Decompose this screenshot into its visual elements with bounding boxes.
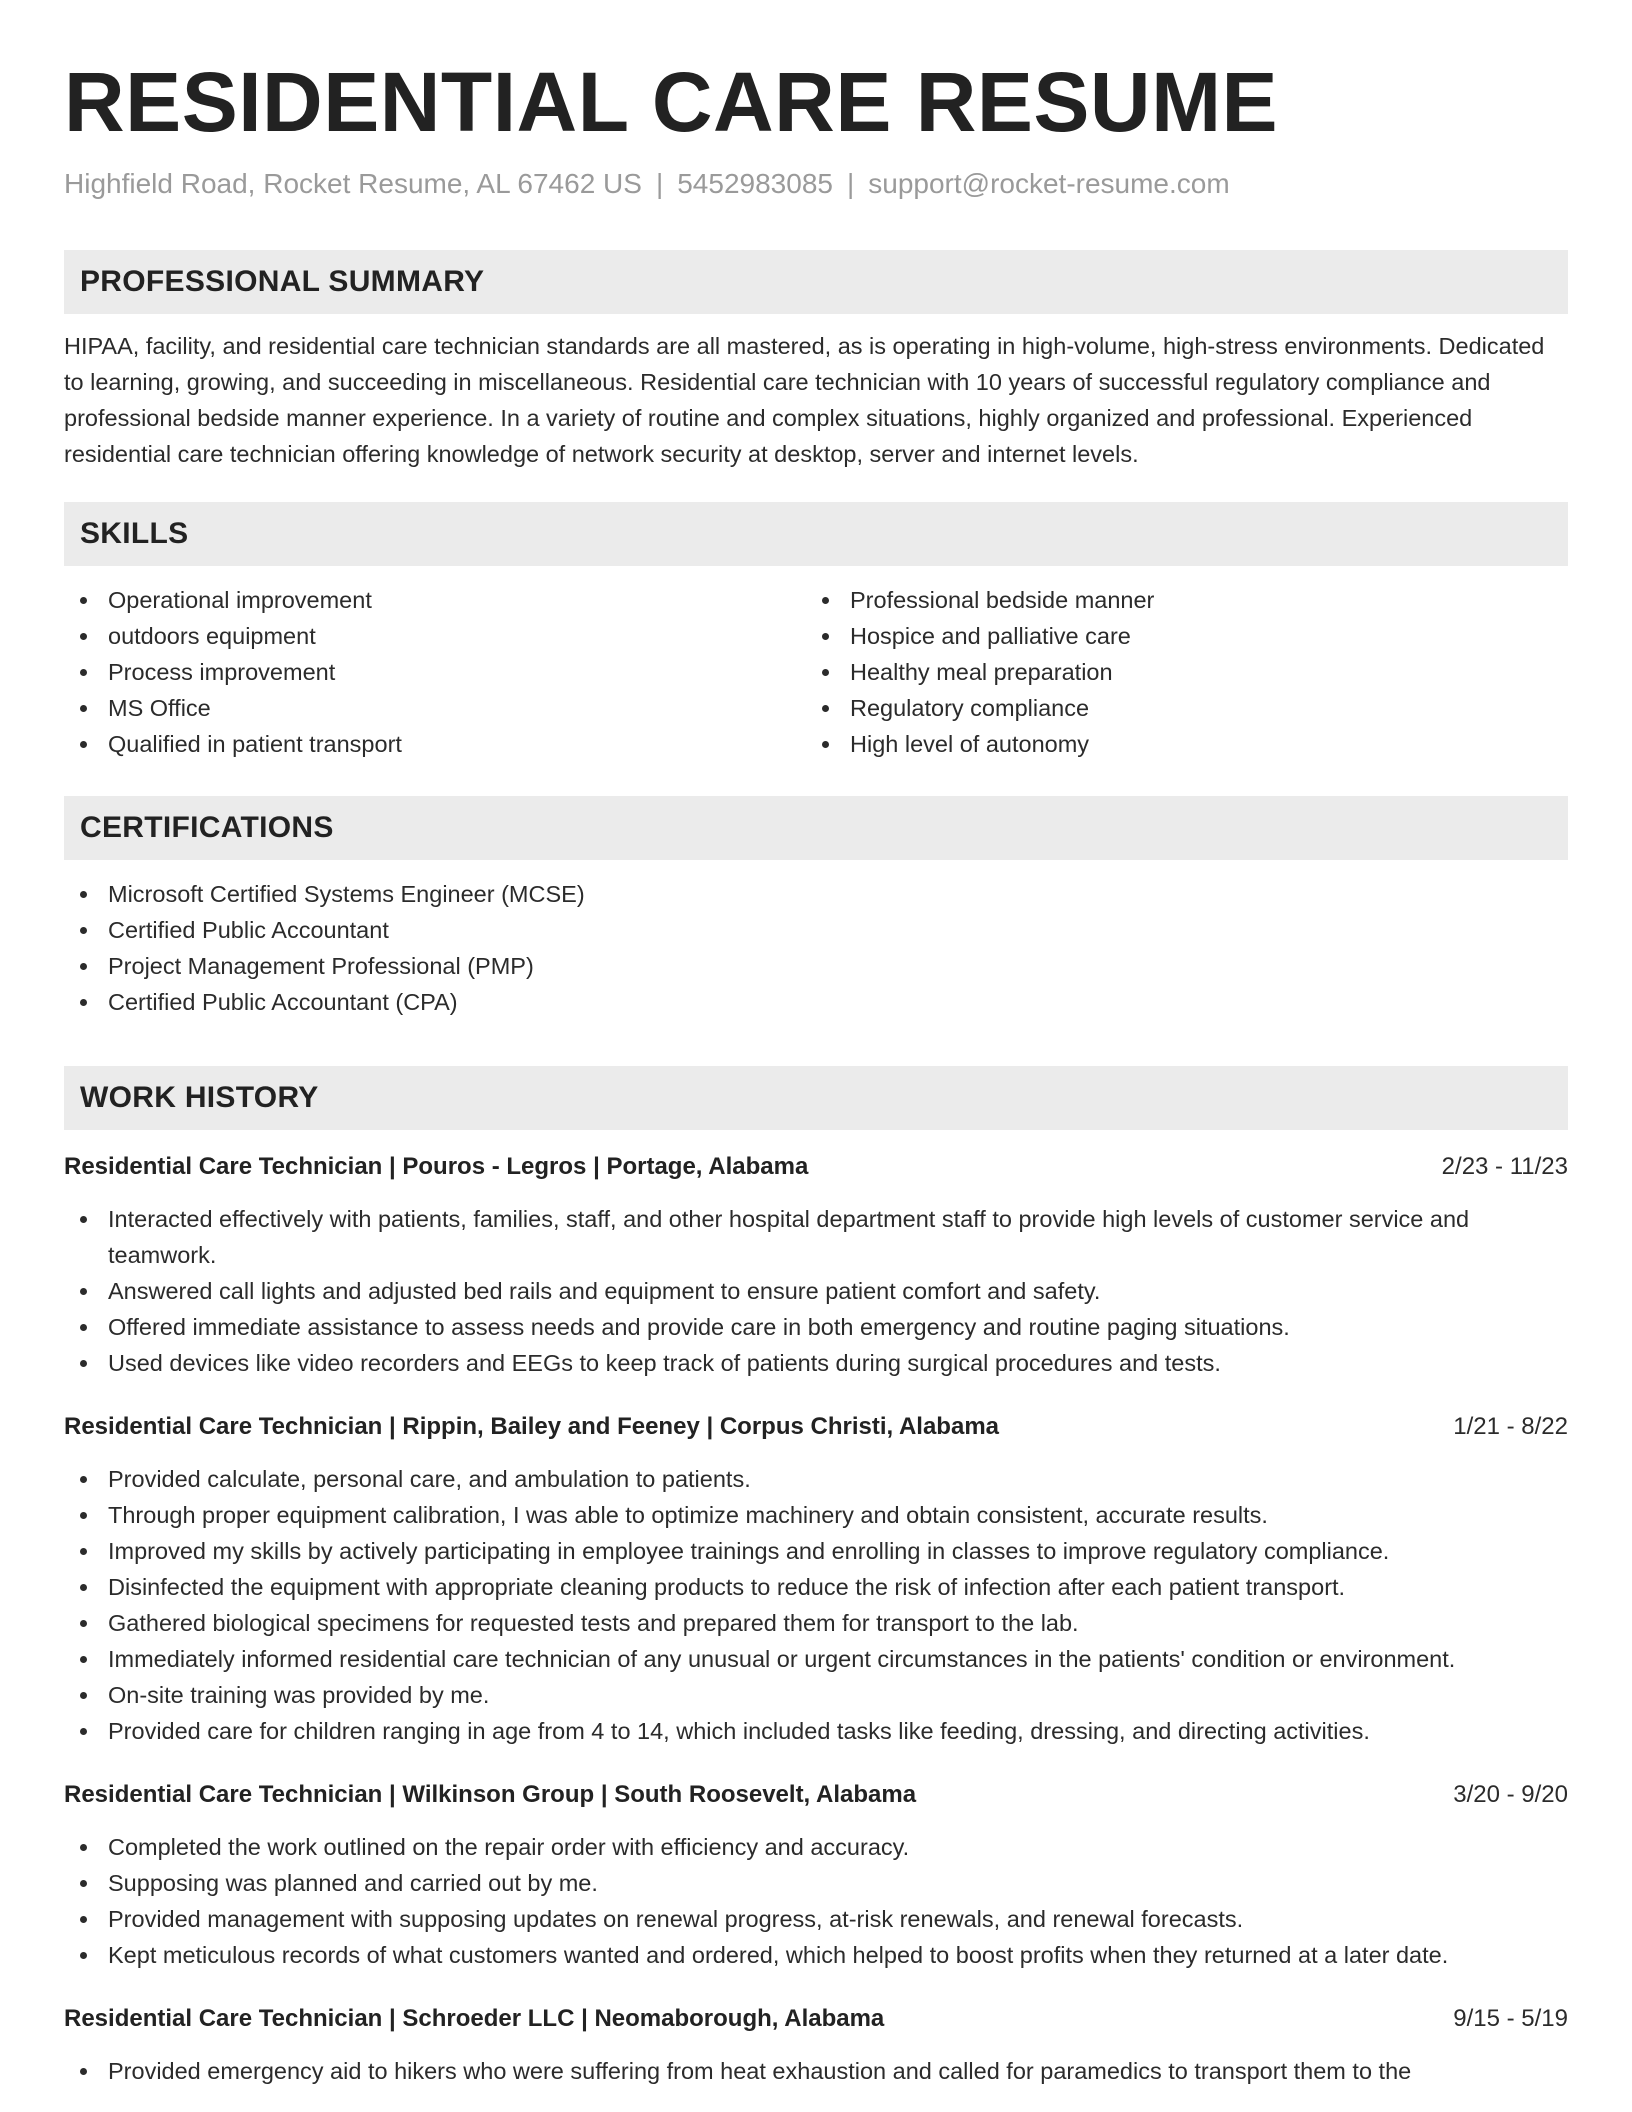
job-bullet: Offered immediate assistance to assess needs and provide care in both emergency and routine paging situations. — [64, 1309, 1568, 1345]
skill-item: Process improvement — [64, 654, 806, 690]
job-bullet: Disinfected the equipment with appropriate cleaning products to reduce the risk of infection after each patient transport. — [64, 1569, 1568, 1605]
job-entry — [64, 1777, 1568, 1973]
contact-phone: 5452983085 — [677, 168, 833, 199]
certifications-list — [64, 876, 1568, 1020]
skill-item: Qualified in patient transport — [64, 726, 806, 762]
resume-title: RESIDENTIAL CARE RESUME — [64, 55, 1279, 149]
skills-right-list — [806, 582, 1548, 762]
job-bullets — [64, 2053, 1568, 2089]
section-header-certifications: CERTIFICATIONS — [64, 796, 1568, 860]
job-bullet: Used devices like video recorders and EEGs to keep track of patients during surgical procedures and tests. — [64, 1345, 1568, 1381]
job-dates: 1/21 - 8/22 — [1453, 1413, 1568, 1440]
skills-columns — [64, 582, 1568, 762]
section-header-skills: SKILLS — [64, 502, 1568, 566]
job-header — [64, 2001, 1568, 2037]
job-title-line: Residential Care Technician | Schroeder LLC | Neomaborough, Alabama — [64, 2005, 885, 2032]
skill-item: Hospice and palliative care — [806, 618, 1548, 654]
job-dates: 2/23 - 11/23 — [1441, 1153, 1568, 1180]
job-dates: 9/15 - 5/19 — [1453, 2005, 1568, 2032]
contact-line — [64, 164, 1568, 204]
contact-separator: | — [846, 168, 855, 199]
skills-left-list — [64, 582, 806, 762]
certification-item: Microsoft Certified Systems Engineer (MCSE) — [64, 876, 1568, 912]
job-bullet: Provided emergency aid to hikers who were suffering from heat exhaustion and called for paramedics to transport them to the — [64, 2053, 1568, 2089]
job-bullet: Provided management with supposing updates on renewal progress, at-risk renewals, and renewal forecasts. — [64, 1901, 1568, 1937]
job-header — [64, 1149, 1568, 1185]
job-bullet: Through proper equipment calibration, I was able to optimize machinery and obtain consistent, accurate results. — [64, 1497, 1568, 1533]
job-bullet: On-site training was provided by me. — [64, 1677, 1568, 1713]
certification-item: Certified Public Accountant — [64, 912, 1568, 948]
job-bullet: Immediately informed residential care technician of any unusual or urgent circumstances in the patients' condition or environment. — [64, 1641, 1568, 1677]
section-header-work-history: WORK HISTORY — [64, 1066, 1568, 1130]
job-dates: 3/20 - 9/20 — [1453, 1781, 1568, 1808]
skill-item: Regulatory compliance — [806, 690, 1548, 726]
skill-item: High level of autonomy — [806, 726, 1548, 762]
summary-text: HIPAA, facility, and residential care technician standards are all mastered, as is operating in high-volume, high-stress environments. Dedicated to learning, growing, and succeeding in miscellaneous. Residential care technician with 10 years of successful regulatory compliance and professional bedside manner experience. In a variety of routine and complex situations, highly organized and professional. Experienced residential care technician offering knowledge of network security at desktop, server and internet levels. — [64, 333, 1545, 467]
job-bullet: Interacted effectively with patients, families, staff, and other hospital department staff to provide high levels of customer service and teamwork. — [64, 1201, 1568, 1273]
skill-item: outdoors equipment — [64, 618, 806, 654]
job-bullet: Improved my skills by actively participating in employee trainings and enrolling in classes to improve regulatory compliance. — [64, 1533, 1568, 1569]
job-entry — [64, 1409, 1568, 1749]
job-title-line: Residential Care Technician | Wilkinson Group | South Roosevelt, Alabama — [64, 1781, 917, 1808]
job-bullets — [64, 1829, 1568, 1973]
job-bullet: Completed the work outlined on the repair order with efficiency and accuracy. — [64, 1829, 1568, 1865]
skill-item: Professional bedside manner — [806, 582, 1548, 618]
job-title-line: Residential Care Technician | Pouros - Legros | Portage, Alabama — [64, 1153, 809, 1180]
job-title-line: Residential Care Technician | Rippin, Bailey and Feeney | Corpus Christi, Alabama — [64, 1413, 1000, 1440]
job-bullets — [64, 1201, 1568, 1381]
certification-item: Project Management Professional (PMP) — [64, 948, 1568, 984]
contact-separator: | — [655, 168, 664, 199]
contact-address: Highfield Road, Rocket Resume, AL 67462 US — [64, 168, 642, 199]
skill-item: MS Office — [64, 690, 806, 726]
job-bullet: Provided care for children ranging in age from 4 to 14, which included tasks like feeding, dressing, and directing activities. — [64, 1713, 1568, 1749]
job-entry — [64, 1149, 1568, 1381]
job-header — [64, 1777, 1568, 1813]
skill-item: Healthy meal preparation — [806, 654, 1548, 690]
job-bullets — [64, 1461, 1568, 1749]
job-bullet: Kept meticulous records of what customers wanted and ordered, which helped to boost profits when they returned at a later date. — [64, 1937, 1568, 1973]
job-header — [64, 1409, 1568, 1445]
contact-email: support@rocket-resume.com — [868, 168, 1230, 199]
section-header-summary: PROFESSIONAL SUMMARY — [64, 250, 1568, 314]
job-entry — [64, 2001, 1568, 2089]
job-bullet: Provided calculate, personal care, and ambulation to patients. — [64, 1461, 1568, 1497]
job-bullet: Answered call lights and adjusted bed rails and equipment to ensure patient comfort and safety. — [64, 1273, 1568, 1309]
job-bullet: Supposing was planned and carried out by me. — [64, 1865, 1568, 1901]
certification-item: Certified Public Accountant (CPA) — [64, 984, 1568, 1020]
job-bullet: Gathered biological specimens for requested tests and prepared them for transport to the lab. — [64, 1605, 1568, 1641]
skill-item: Operational improvement — [64, 582, 806, 618]
